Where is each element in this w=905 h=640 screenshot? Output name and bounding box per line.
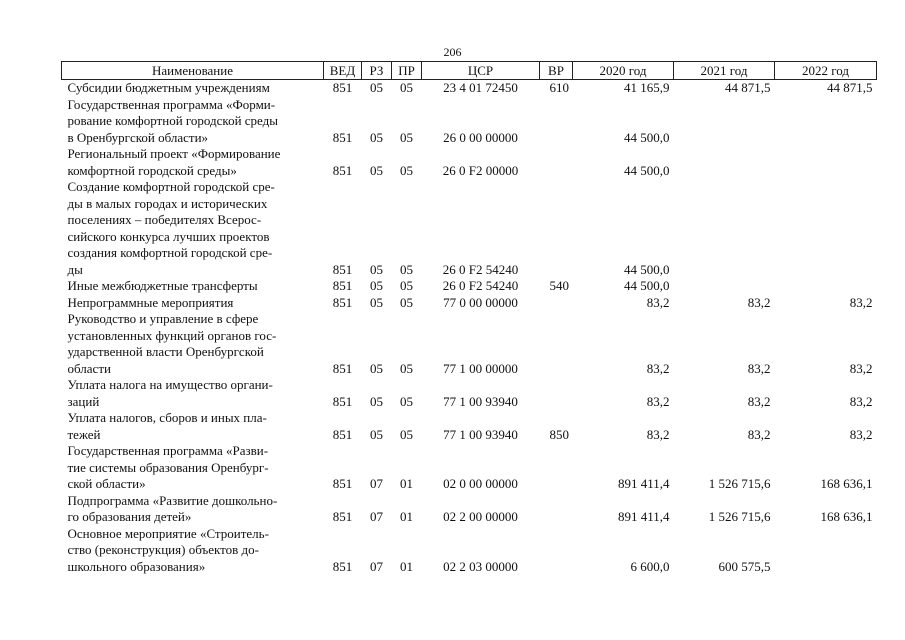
cell-csr: 77 1 00 00000 (443, 360, 518, 376)
cell-2020: 891 411,4 (617, 509, 670, 524)
cell-ved: 851 (332, 393, 353, 409)
cell-name: Руководство и управление в сфере установленных функций органов гос- ударственной власти Оренбургской области (67, 311, 277, 376)
cell-pr: 01 (400, 509, 413, 524)
cell-csr: 77 1 00 93940 (443, 393, 518, 409)
cell-ved: 851 (332, 476, 353, 491)
table-row (62, 443, 877, 493)
cell-rz: 07 (370, 558, 383, 574)
cell-2020: 891 411,4 (617, 476, 670, 491)
cell-csr: 23 4 01 72450 (443, 80, 518, 95)
table-row (62, 377, 877, 410)
cell-csr: 02 0 00 00000 (443, 476, 518, 491)
cell-2022: 83,2 (849, 393, 873, 409)
cell-ved: 851 (332, 360, 353, 376)
table-row (62, 526, 877, 576)
cell-ved: 851 (332, 278, 353, 293)
table-row (62, 295, 877, 312)
cell-2020: 44 500,0 (624, 162, 670, 178)
cell-2021: 44 871,5 (725, 80, 771, 95)
cell-pr: 05 (400, 129, 413, 145)
table-row (62, 97, 877, 147)
cell-rz: 05 (370, 261, 383, 277)
cell-2022 (775, 179, 877, 278)
cell-pr: 05 (400, 261, 413, 277)
cell-vr (540, 377, 573, 410)
cell-rz: 05 (370, 278, 383, 293)
cell-vr: 850 (549, 426, 569, 442)
cell-vr: 540 (549, 278, 569, 293)
cell-2021 (674, 146, 775, 179)
cell-vr (540, 526, 573, 576)
table-row (62, 311, 877, 377)
table-row (62, 278, 877, 295)
cell-ved: 851 (332, 558, 353, 574)
cell-2021 (674, 278, 775, 295)
cell-rz: 05 (370, 162, 383, 178)
cell-rz: 05 (370, 360, 383, 376)
cell-rz: 07 (370, 509, 383, 524)
cell-vr (540, 443, 573, 493)
cell-csr: 26 0 F2 54240 (442, 278, 519, 293)
cell-csr: 26 0 F2 00000 (442, 162, 519, 178)
cell-pr: 05 (400, 360, 413, 376)
cell-name: Основное мероприятие «Строитель- ство (реконструкция) объектов до- школьного образования» (67, 525, 269, 574)
cell-2021: 83,2 (747, 393, 771, 409)
table-row (62, 179, 877, 278)
cell-csr: 26 0 00 00000 (443, 129, 518, 145)
cell-2022: 168 636,1 (820, 476, 873, 491)
cell-2022 (775, 278, 877, 295)
header-ved: ВЕД (324, 62, 362, 80)
cell-2022: 83,2 (849, 426, 873, 442)
cell-name: Государственная программа «Форми- рование комфортной городской среды в Оренбургской области» (67, 96, 279, 145)
cell-ved: 851 (332, 162, 353, 178)
cell-2020: 83,2 (646, 360, 670, 376)
cell-name: Уплата налогов, сборов и иных пла- тежей (67, 410, 267, 442)
cell-2022: 44 871,5 (827, 80, 873, 95)
cell-2020: 83,2 (646, 426, 670, 442)
cell-2021: 600 575,5 (718, 558, 771, 574)
cell-2020: 44 500,0 (624, 129, 670, 145)
cell-csr: 77 0 00 00000 (443, 294, 518, 310)
header-2022: 2022 год (775, 62, 877, 80)
cell-csr: 02 2 00 00000 (443, 509, 518, 524)
table-row (62, 493, 877, 526)
cell-vr: 610 (549, 80, 569, 95)
cell-pr: 05 (400, 80, 413, 95)
header-vr: ВР (540, 62, 573, 80)
cell-name: Региональный проект «Формирование комфортной городской среды» (67, 146, 281, 178)
cell-ved: 851 (332, 294, 353, 310)
cell-2021 (674, 179, 775, 278)
cell-name: Непрограммные мероприятия (67, 294, 234, 310)
cell-2020: 6 600,0 (630, 558, 670, 574)
header-2021: 2021 год (674, 62, 775, 80)
cell-pr: 01 (400, 558, 413, 574)
table-body (62, 80, 877, 576)
header-rz: РЗ (362, 62, 392, 80)
cell-2021: 83,2 (747, 426, 771, 442)
cell-ved: 851 (332, 261, 353, 277)
cell-2021: 1 526 715,6 (708, 509, 771, 524)
budget-table (61, 61, 877, 575)
header-name: Наименование (62, 62, 324, 80)
cell-pr: 01 (400, 476, 413, 491)
cell-2022: 83,2 (849, 360, 873, 376)
cell-rz: 07 (370, 476, 383, 491)
cell-2020: 44 500,0 (624, 261, 670, 277)
cell-2021: 83,2 (747, 360, 771, 376)
cell-vr (540, 179, 573, 278)
cell-pr: 05 (400, 162, 413, 178)
cell-ved: 851 (332, 129, 353, 145)
cell-name: Субсидии бюджетным учреждениям (67, 80, 270, 95)
cell-2022: 83,2 (849, 294, 873, 310)
cell-ved: 851 (332, 426, 353, 442)
cell-2021: 1 526 715,6 (708, 476, 771, 491)
cell-2021: 83,2 (747, 294, 771, 310)
cell-name: Иные межбюджетные трансферты (67, 278, 258, 293)
cell-ved: 851 (332, 509, 353, 524)
cell-name: Государственная программа «Разви- тие системы образования Оренбург- ской области» (67, 443, 269, 491)
cell-vr (540, 146, 573, 179)
cell-2020: 44 500,0 (624, 278, 670, 293)
cell-vr (540, 295, 573, 312)
cell-name: Уплата налога на имущество органи- заций (67, 377, 273, 409)
cell-2020: 83,2 (646, 393, 670, 409)
cell-2022 (775, 526, 877, 576)
cell-pr: 05 (400, 426, 413, 442)
header-pr: ПР (392, 62, 422, 80)
cell-2020: 41 165,9 (624, 80, 670, 95)
cell-rz: 05 (370, 393, 383, 409)
cell-ved: 851 (332, 80, 353, 95)
cell-pr: 05 (400, 278, 413, 293)
cell-2022 (775, 97, 877, 147)
table-row (62, 410, 877, 443)
cell-2021 (674, 97, 775, 147)
table-row (62, 80, 877, 97)
cell-name: Подпрограмма «Развитие дошкольно- го образования детей» (67, 492, 278, 524)
cell-vr (540, 97, 573, 147)
cell-csr: 77 1 00 93940 (443, 426, 518, 442)
cell-rz: 05 (370, 129, 383, 145)
cell-pr: 05 (400, 294, 413, 310)
header-csr: ЦСР (422, 62, 540, 80)
cell-csr: 26 0 F2 54240 (442, 261, 519, 277)
cell-2022: 168 636,1 (820, 509, 873, 524)
page-number: 206 (443, 45, 462, 59)
cell-vr (540, 493, 573, 526)
cell-rz: 05 (370, 80, 383, 95)
cell-name: Создание комфортной городской сре- ды в малых городах и исторических поселениях – победителях Всерос- сийского конкурса лучших проектов создания комфортной городской сре- ды (67, 179, 275, 277)
cell-2020: 83,2 (646, 294, 670, 310)
cell-2022 (775, 146, 877, 179)
cell-rz: 05 (370, 426, 383, 442)
cell-rz: 05 (370, 294, 383, 310)
cell-pr: 05 (400, 393, 413, 409)
header-2020: 2020 год (573, 62, 674, 80)
table-header-row (62, 62, 877, 80)
cell-vr (540, 311, 573, 377)
cell-csr: 02 2 03 00000 (443, 558, 518, 574)
table-row (62, 146, 877, 179)
